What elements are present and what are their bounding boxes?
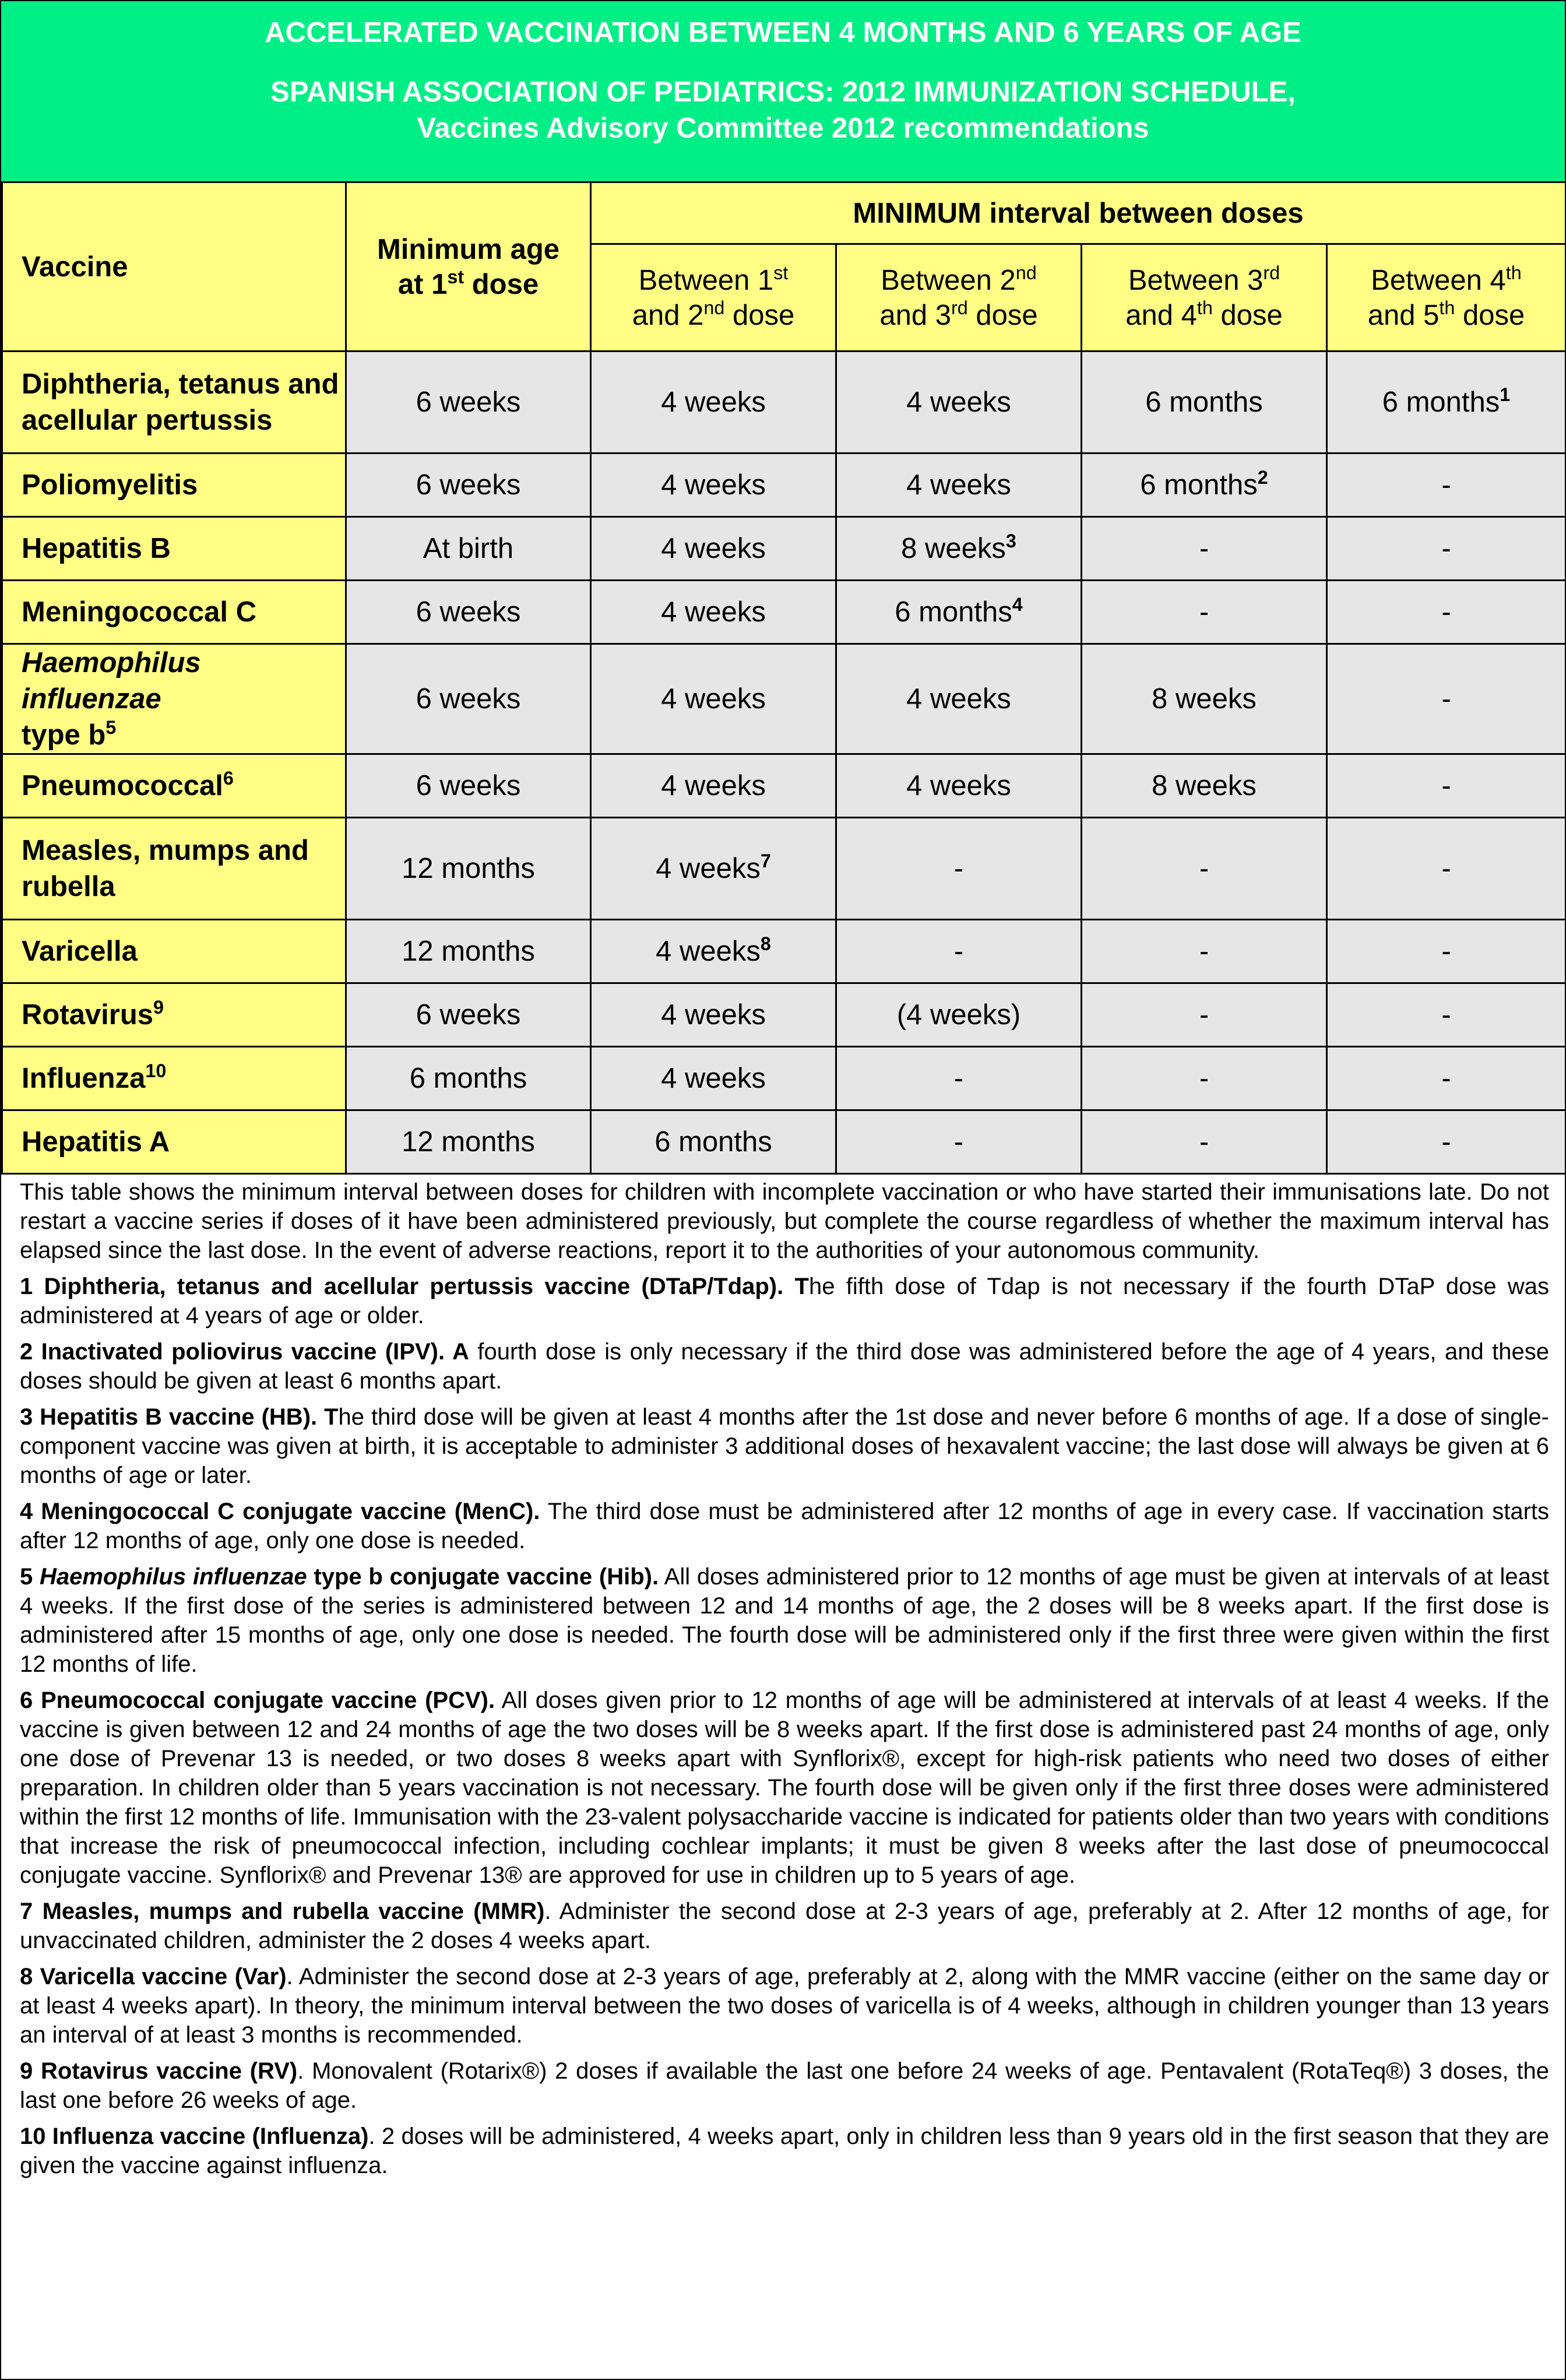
min-age-cell: 6 months [346,1047,591,1110]
interval-2-3-cell: - [836,920,1082,983]
table-row [2,1047,1566,1110]
table-row [2,453,1566,517]
interval-4-5-cell: - [1327,920,1566,983]
min-age-cell: 6 weeks [346,754,591,818]
footnote-ref: 3 [1005,530,1016,552]
min-age-cell: 6 weeks [346,453,591,517]
footnote-7: 7 Measles, mumps and rubella vaccine (MMR). Administer the second dose at 2-3 years of age, preferably at 2. After 12 months of age, for unvaccinated children, administer the 2 doses 4 weeks apart. [20,1899,1549,1953]
vaccine-name: Influenza$^{10}$ [2,1047,346,1110]
interval-3-4-cell: - [1082,581,1327,644]
min-age-cell: 6 weeks [346,983,591,1047]
interval-1-2-cell: 6 months [591,1110,836,1174]
table-row [2,517,1566,581]
header-interval-group: MINIMUM interval between doses [591,182,1566,244]
interval-4-5-cell: - [1327,1110,1566,1174]
interval-4-5-cell: - [1327,1047,1566,1110]
interval-3-4-cell: 8 weeks [1082,754,1327,818]
page-title: ACCELERATED VACCINATION BETWEEN 4 MONTHS AND 6 YEARS OF AGE [265,17,1301,48]
interval-1-2-cell: 4 weeks [591,351,836,453]
interval-3-4-cell: - [1082,1110,1327,1174]
footnote-ref: 1 [1500,384,1511,406]
interval-4-5-cell: - [1327,517,1566,581]
interval-1-2-cell: 4 weeks [591,453,836,517]
interval-4-5-cell: - [1327,644,1566,754]
interval-2-3-cell: 4 weeks [836,644,1082,754]
interval-3-4-cell: - [1082,1047,1327,1110]
subtitle-line-2: Vaccines Advisory Committee 2012 recommendations [417,113,1149,144]
interval-2-3-cell: - [836,1047,1082,1110]
footnote-ref: 8 [760,933,771,955]
vaccine-name: Rotavirus$^9$ [2,983,346,1047]
interval-3-4-cell: - [1082,517,1327,581]
min-age-cell: 6 weeks [346,644,591,754]
min-age-cell: At birth [346,517,591,581]
table-row [2,983,1566,1047]
interval-2-3-cell: 4 weeks [836,754,1082,818]
interval-3-4-cell: 6 months [1082,351,1327,453]
interval-1-2-cell: 4 weeks [591,644,836,754]
vaccine-name: Measles, mumps and rubella [2,818,346,920]
footnote-3: 3 Hepatitis B vaccine (HB). The third dose will be given at least 4 months after the 1st dose and never before 6 months of age. If a dose of single-component vaccine was given at birth, it is acceptable to administer 3 additional doses of hexavalent vaccine; the last dose will always be given at 6 months of age or later. [20,1404,1550,1488]
footnote-8: 8 Varicella vaccine (Var). Administer the second dose at 2-3 years of age, preferably at 2, along with the MMR vaccine (either on the same day or at least 4 weeks apart). In theory, the minimum interval between the two doses of varicella is of 4 weeks, although in children younger than 13 years an interval of at least 3 months is recommended. [20,1964,1549,2048]
footnote-4: 4 Meningococcal C conjugate vaccine (MenC). The third dose must be administered after 12 months of age in every case. If vaccination starts after 12 months of age, only one dose is needed. [20,1499,1550,1553]
table-row [2,351,1566,453]
table-row [2,754,1566,818]
header-min-age: Minimum age at 1st dose [346,182,591,351]
footnote-9: 9 Rotavirus vaccine (RV). Monovalent (Rotarix®) 2 doses if available the last one before 24 weeks of age. Pentavalent (RotaTeq®) 3 doses, the last one before 26 weeks of age. [20,2058,1549,2113]
footnote-ref: 7 [760,850,771,872]
vaccine-name: Varicella [2,920,346,983]
interval-1-2-cell: 4 weeks [591,754,836,818]
table-row [2,818,1566,920]
vaccine-name: Haemophilus influenzae type $b^5$ [2,644,346,754]
footnote-2: 2 Inactivated poliovirus vaccine (IPV). A fourth dose is only necessary if the third dose was administered before the age of 4 years, and these doses should be given at least 6 months apart. [20,1339,1549,1394]
header-interval-1-2: Between 1st and 2nd dose [591,244,836,351]
header-interval-2-3: Between 2nd and 3rd dose [836,244,1082,351]
interval-2-3-cell: 4 weeks [836,453,1082,517]
interval-1-2-cell: 4 weeks [591,1047,836,1110]
table-row [2,920,1566,983]
interval-1-2-cell: 4 weeks$^8$ [591,920,836,983]
header-interval-4-5: Between 4th and 5th dose [1327,244,1566,351]
footnote-1: 1 Diphtheria, tetanus and acellular pertussis vaccine (DTaP/Tdap). The fifth dose of Tdap is not necessary if the fourth DTaP dose was administered at 4 years of age or older. [20,1274,1549,1328]
interval-4-5-cell: - [1327,453,1566,517]
vaccine-name: Meningococcal C [2,581,346,644]
footnote-10: 10 Influenza vaccine (Influenza). 2 doses will be administered, 4 weeks apart, only in children less than 9 years old in the first season that they are given the vaccine against influenza. [20,2124,1549,2178]
table-row [2,1110,1566,1174]
footnote-5: 5 Haemophilus influenzae type b conjugate vaccine (Hib). All doses administered prior to 12 months of age must be given at intervals of at least 4 weeks. If the first dose of the series is administered between 12 and 14 months of age, the 2 doses will be 8 weeks apart. If the first dose is administered after 15 months of age, only one dose is needed. The fourth dose will be administered only if the first three were given within the first 12 months of life. [20,1564,1549,1677]
vaccine-name: Hepatitis A [2,1110,346,1174]
interval-1-2-cell: 4 weeks [591,517,836,581]
interval-3-4-cell: 6 months$^2$ [1082,453,1327,517]
interval-4-5-cell: - [1327,983,1566,1047]
interval-1-2-cell: 4 weeks [591,983,836,1047]
min-age-cell: 6 weeks [346,351,591,453]
min-age-cell: 6 weeks [346,581,591,644]
footnote-6: 6 Pneumococcal conjugate vaccine (PCV). All doses given prior to 12 months of age will be administered at intervals of at least 4 weeks. If the vaccine is given between 12 and 24 months of age the two doses will be 8 weeks apart. If the first dose is administered past 24 months of age, only one dose of Prevenar 13 is needed, or two doses 8 weeks apart with Synflorix®, except for high-risk patients who need two doses of either preparation. In children older than 5 years vaccination is not necessary. The fourth dose will be given only if the first three doses were administered within the first 12 months of life. Immunisation with the 23-valent polysaccharide vaccine is indicated for patients older than two years with conditions that increase the risk of pneumococcal infection, including cochlear implants; it must be given 8 weeks after the last dose of pneumococcal conjugate vaccine. Synflorix® and Prevenar 13® are approved for use in children up to 5 years of age. [20,1688,1549,1888]
interval-2-3-cell: - [836,818,1082,920]
interval-1-2-cell: 4 weeks [591,581,836,644]
header-vaccine: Vaccine [2,182,346,351]
subtitle-line-1: SPANISH ASSOCIATION OF PEDIATRICS: 2012 IMMUNIZATION SCHEDULE, [270,76,1296,108]
interval-4-5-cell: - [1327,581,1566,644]
vaccine-name: Diphtheria, tetanus and acellular pertussis [2,351,346,453]
interval-2-3-cell: 6 months$^4$ [836,581,1082,644]
interval-4-5-cell: - [1327,754,1566,818]
title-banner [1,1,1565,181]
interval-3-4-cell: - [1082,920,1327,983]
min-age-cell: 12 months [346,818,591,920]
interval-3-4-cell: 8 weeks [1082,644,1327,754]
table-row [2,581,1566,644]
table-row [2,644,1566,754]
footnotes [20,1177,1549,2187]
interval-3-4-cell: - [1082,818,1327,920]
interval-4-5-cell: 6 months$^1$ [1327,351,1566,453]
interval-3-4-cell: - [1082,983,1327,1047]
interval-2-3-cell: 4 weeks [836,351,1082,453]
footnote-ref: 2 [1257,467,1268,488]
min-age-cell: 12 months [346,920,591,983]
intro-note: This table shows the minimum interval between doses for children with incomplete vaccination or who have started their immunisations late. Do not restart a vaccine series if doses of it have been administered previously, but complete the course regardless of whether the maximum interval has elapsed since the last dose. In the event of adverse reactions, report it to the authorities of your autonomous community. [20,1179,1549,1263]
vaccine-name: Pneumococcal$^6$ [2,754,346,818]
header-interval-3-4: Between 3rd and 4th dose [1082,244,1327,351]
footnote-ref: 4 [1012,594,1023,616]
interval-2-3-cell: - [836,1110,1082,1174]
vaccination-table [1,181,1566,1175]
interval-2-3-cell: (4 weeks) [836,983,1082,1047]
page-subtitle [1,74,1565,146]
interval-4-5-cell: - [1327,818,1566,920]
vaccine-name: Hepatitis B [2,517,346,581]
interval-2-3-cell: 8 weeks$^3$ [836,517,1082,581]
min-age-cell: 12 months [346,1110,591,1174]
vaccine-name: Poliomyelitis [2,453,346,517]
interval-1-2-cell: 4 weeks$^7$ [591,818,836,920]
